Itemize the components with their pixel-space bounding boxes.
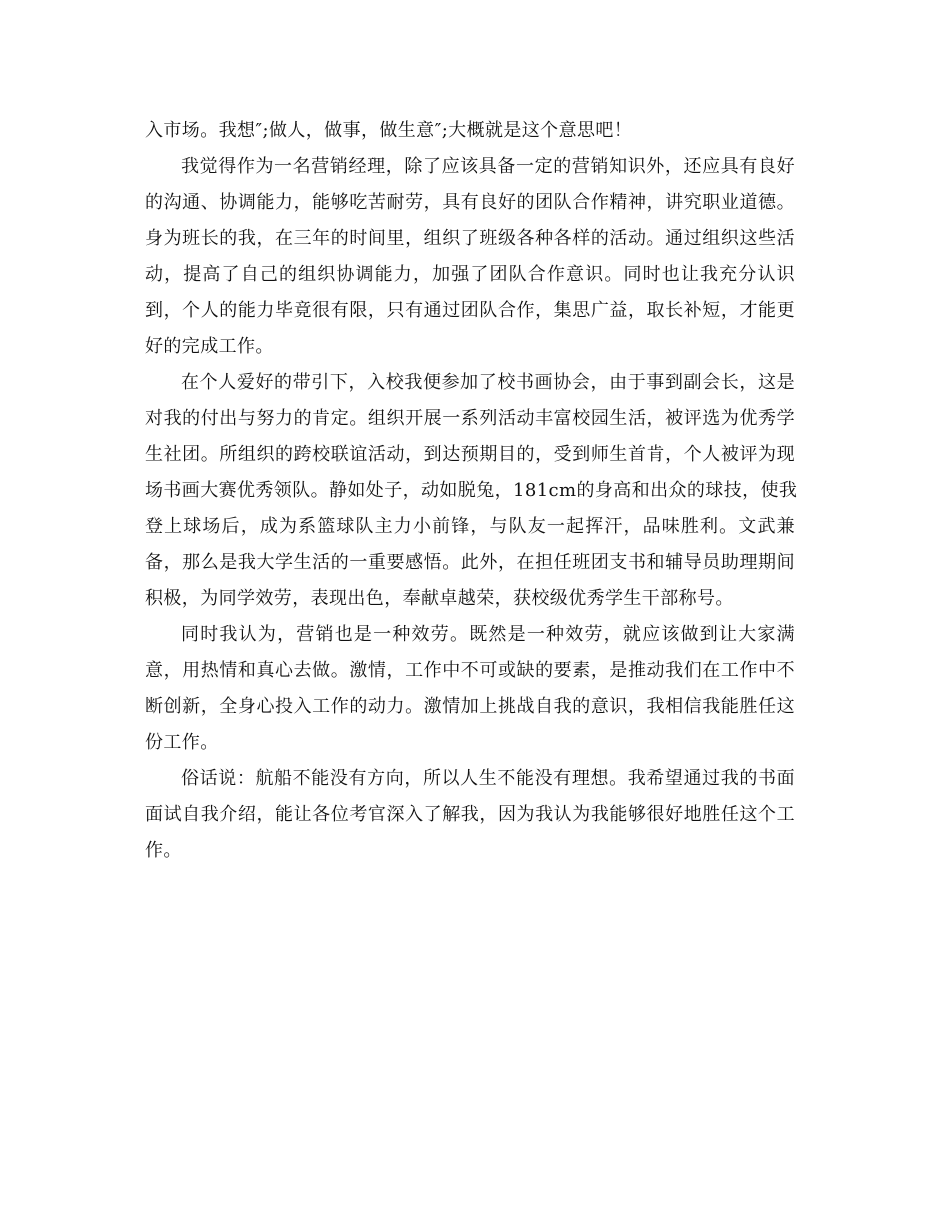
- text-line: 登上球场后，成为系篮球队主力小前锋，与队友一起挥汗，品味胜利。文武兼: [145, 516, 795, 537]
- text-line: 俗话说：航船不能没有方向，所以人生不能没有理想。我希望通过我的书面: [181, 768, 795, 789]
- text-line: 作。: [145, 840, 182, 861]
- paragraph-marketing-manager: [145, 149, 795, 365]
- text-line: 断创新，全身心投入工作的动力。激情加上挑战自我的意识，我相信我能胜任这: [145, 696, 795, 717]
- paragraph-continued: [145, 113, 795, 149]
- text-line: 面试自我介绍，能让各位考官深入了解我，因为我认为我能够很好地胜任这个工: [145, 804, 795, 825]
- text-line: 入市场。我想″;做人，做事，做生意″;大概就是这个意思吧！: [145, 120, 633, 141]
- document-body: [145, 113, 798, 869]
- text-line: 积极，为同学效劳，表现出色，奉献卓越荣，获校级优秀学生干部称号。: [145, 588, 734, 609]
- paragraph-hobbies: [145, 365, 798, 617]
- text-line: 好的完成工作。: [145, 336, 274, 357]
- text-line: 对我的付出与努力的肯定。组织开展一系列活动丰富校园生活，被评选为优秀学: [145, 408, 795, 429]
- text-line: 身为班长的我，在三年的时间里，组织了班级各种各样的活动。通过组织这些活: [145, 228, 795, 249]
- text-line: 同时我认为，营销也是一种效劳。既然是一种效劳，就应该做到让大家满: [181, 624, 795, 645]
- text-line: 我觉得作为一名营销经理，除了应该具备一定的营销知识外，还应具有良好: [181, 156, 795, 177]
- text-line: 动，提高了自己的组织协调能力，加强了团队合作意识。同时也让我充分认识: [145, 264, 795, 285]
- text-line: 到，个人的能力毕竟很有限，只有通过团队合作，集思广益，取长补短，才能更: [145, 300, 795, 321]
- text-line: 份工作。: [145, 732, 219, 753]
- text-line: 在个人爱好的带引下，入校我便参加了校书画协会，由于事到副会长，这是: [181, 372, 795, 393]
- paragraph-service: [145, 617, 795, 761]
- paragraph-closing: [145, 761, 795, 869]
- text-line: 意，用热情和真心去做。激情，工作中不可或缺的要素，是推动我们在工作中不: [145, 660, 795, 681]
- text-line: 场书画大赛优秀领队。静如处子，动如脱兔，181cm的身高和出众的球技，使我: [145, 480, 798, 501]
- text-line: 的沟通、协调能力，能够吃苦耐劳，具有良好的团队合作精神，讲究职业道德。: [145, 192, 795, 213]
- text-line: 备，那么是我大学生活的一重要感悟。此外，在担任班团支书和辅导员助理期间: [145, 552, 795, 573]
- text-line: 生社团。所组织的跨校联谊活动，到达预期目的，受到师生首肯，个人被评为现: [145, 444, 795, 465]
